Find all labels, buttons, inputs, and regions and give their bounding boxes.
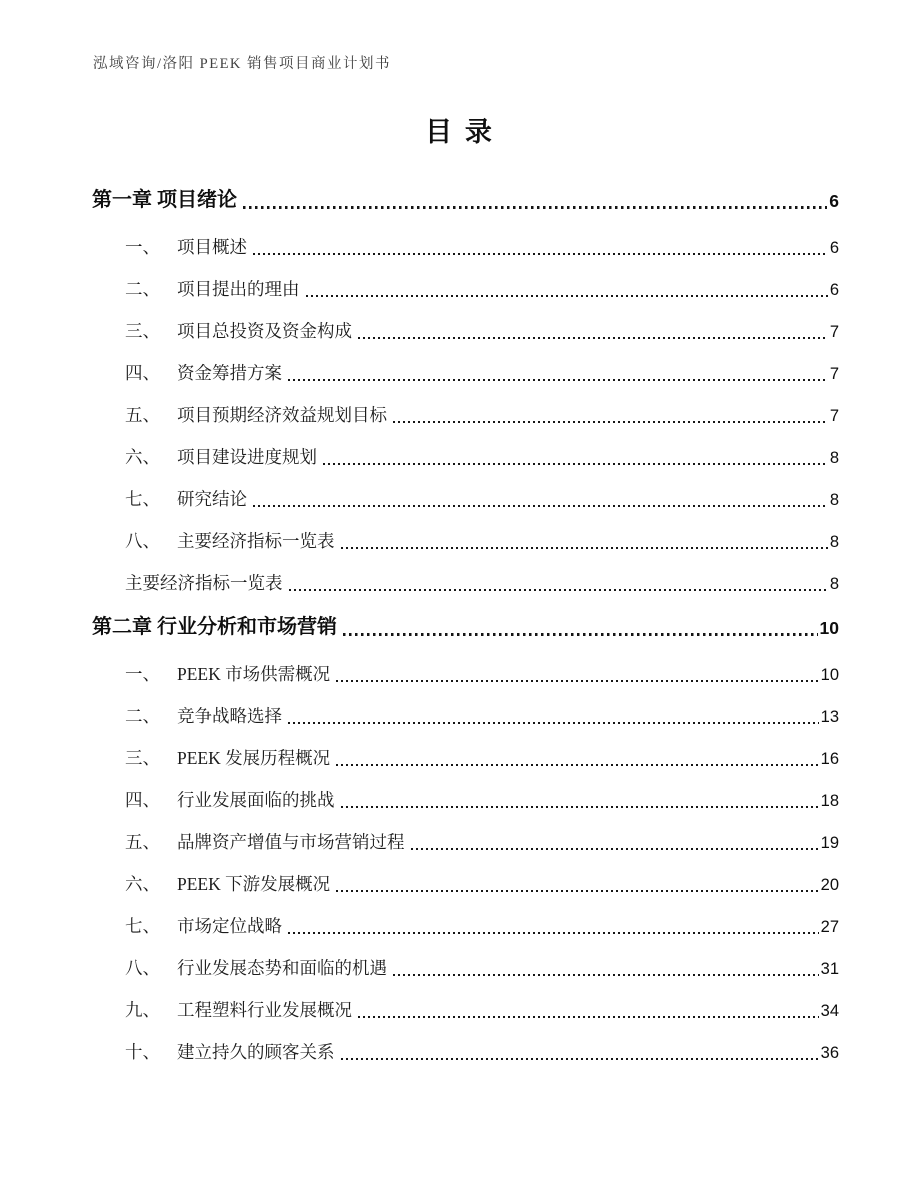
toc-item-number: 一、	[125, 664, 160, 684]
dot-leader	[341, 1058, 819, 1060]
toc-chapter-label: 第一章 项目绪论	[92, 189, 237, 211]
toc-item-entry[interactable]	[92, 830, 839, 854]
toc-item-page-number: 31	[820, 960, 839, 978]
toc-item-label: 项目概述	[177, 237, 247, 257]
toc-item-page-number: 13	[820, 708, 839, 726]
toc-item-entry[interactable]	[92, 319, 839, 343]
toc-item-page-number: 7	[829, 365, 839, 383]
toc-item-entry[interactable]	[92, 998, 839, 1022]
dot-leader	[253, 505, 828, 507]
toc-item-entry[interactable]	[92, 662, 839, 686]
toc-item-number: 三、	[125, 321, 160, 341]
toc-item-label: 主要经济指标一览表	[125, 573, 283, 593]
toc-item-label: 项目总投资及资金构成	[177, 321, 352, 341]
toc-title: 目 录	[425, 117, 495, 147]
dot-leader	[288, 379, 828, 381]
toc-item-page-number: 10	[820, 666, 839, 684]
toc-item-entry[interactable]	[92, 571, 839, 595]
toc-item-page-number: 34	[820, 1002, 839, 1020]
toc-item-label: 行业发展面临的挑战	[177, 790, 335, 810]
dot-leader	[288, 932, 819, 934]
toc-chapter-page-number: 10	[819, 618, 839, 638]
toc-item-page-number: 8	[829, 533, 839, 551]
toc-item-label: 竞争战略选择	[177, 706, 282, 726]
toc-item-number: 三、	[125, 748, 160, 768]
toc-item-number: 九、	[125, 1000, 160, 1020]
dot-leader	[393, 421, 828, 423]
dot-leader	[323, 463, 828, 465]
table-of-contents	[92, 186, 839, 1082]
toc-chapter-block	[92, 186, 839, 595]
dot-leader	[336, 890, 819, 892]
toc-item-entry[interactable]	[92, 1040, 839, 1064]
toc-item-label: PEEK 市场供需概况	[177, 664, 331, 684]
toc-item-entry[interactable]	[92, 788, 839, 812]
toc-item-page-number: 36	[820, 1044, 839, 1062]
dot-leader	[341, 806, 819, 808]
toc-item-number: 二、	[125, 279, 160, 299]
dot-leader	[288, 722, 819, 724]
toc-item-entry[interactable]	[92, 361, 839, 385]
toc-item-page-number: 20	[820, 876, 839, 894]
toc-item-label: 资金筹措方案	[177, 363, 282, 383]
dot-leader	[343, 633, 818, 636]
toc-chapter-items	[92, 662, 839, 1064]
toc-item-label: 市场定位战略	[177, 916, 282, 936]
toc-chapter-page-number: 6	[829, 191, 839, 211]
dot-leader	[243, 206, 827, 209]
dot-leader	[336, 764, 819, 766]
toc-item-number: 二、	[125, 706, 160, 726]
toc-item-page-number: 8	[829, 491, 839, 509]
toc-item-number: 四、	[125, 363, 160, 383]
toc-item-number: 八、	[125, 958, 160, 978]
toc-item-entry[interactable]	[92, 445, 839, 469]
toc-item-entry[interactable]	[92, 487, 839, 511]
toc-item-label: 项目建设进度规划	[177, 447, 317, 467]
toc-chapter-items	[92, 235, 839, 595]
toc-item-number: 七、	[125, 916, 160, 936]
toc-item-number: 四、	[125, 790, 160, 810]
toc-chapter-entry[interactable]	[92, 186, 839, 214]
dot-leader	[253, 253, 828, 255]
toc-item-label: 项目提出的理由	[177, 279, 300, 299]
toc-item-number: 五、	[125, 405, 160, 425]
toc-item-entry[interactable]	[92, 872, 839, 896]
dot-leader	[336, 680, 819, 682]
toc-item-entry[interactable]	[92, 529, 839, 553]
toc-item-entry[interactable]	[92, 956, 839, 980]
toc-item-label: 工程塑料行业发展概况	[177, 1000, 352, 1020]
toc-item-label: 行业发展态势和面临的机遇	[177, 958, 387, 978]
dot-leader	[341, 547, 828, 549]
toc-item-label: PEEK 发展历程概况	[177, 748, 331, 768]
toc-item-page-number: 18	[820, 792, 839, 810]
dot-leader	[358, 1016, 819, 1018]
toc-item-label: 建立持久的顾客关系	[177, 1042, 335, 1062]
toc-item-label: 品牌资产增值与市场营销过程	[177, 832, 405, 852]
toc-item-number: 六、	[125, 447, 160, 467]
toc-item-number: 五、	[125, 832, 160, 852]
document-header: 泓域咨询/洛阳 PEEK 销售项目商业计划书	[93, 56, 392, 72]
toc-item-page-number: 6	[829, 239, 839, 257]
toc-item-label: 主要经济指标一览表	[177, 531, 335, 551]
toc-item-page-number: 19	[820, 834, 839, 852]
toc-item-number: 七、	[125, 489, 160, 509]
toc-item-number: 十、	[125, 1042, 160, 1062]
toc-item-entry[interactable]	[92, 914, 839, 938]
toc-chapter-label: 第二章 行业分析和市场营销	[92, 616, 337, 638]
toc-item-page-number: 6	[829, 281, 839, 299]
dot-leader	[411, 848, 819, 850]
toc-item-label: 项目预期经济效益规划目标	[177, 405, 387, 425]
toc-item-number: 六、	[125, 874, 160, 894]
toc-item-entry[interactable]	[92, 403, 839, 427]
toc-chapter-entry[interactable]	[92, 613, 839, 641]
dot-leader	[306, 295, 828, 297]
toc-item-page-number: 7	[829, 407, 839, 425]
toc-item-page-number: 27	[820, 918, 839, 936]
toc-chapter-block	[92, 613, 839, 1064]
toc-item-label: PEEK 下游发展概况	[177, 874, 331, 894]
dot-leader	[393, 974, 819, 976]
toc-item-number: 一、	[125, 237, 160, 257]
toc-item-page-number: 16	[820, 750, 839, 768]
toc-item-entry[interactable]	[92, 746, 839, 770]
toc-item-entry[interactable]	[92, 704, 839, 728]
toc-item-entry[interactable]	[92, 235, 839, 259]
toc-item-entry[interactable]	[92, 277, 839, 301]
dot-leader	[358, 337, 828, 339]
toc-item-page-number: 8	[829, 575, 839, 593]
toc-item-page-number: 8	[829, 449, 839, 467]
toc-item-page-number: 7	[829, 323, 839, 341]
dot-leader	[289, 589, 828, 591]
toc-item-number: 八、	[125, 531, 160, 551]
toc-item-label: 研究结论	[177, 489, 247, 509]
